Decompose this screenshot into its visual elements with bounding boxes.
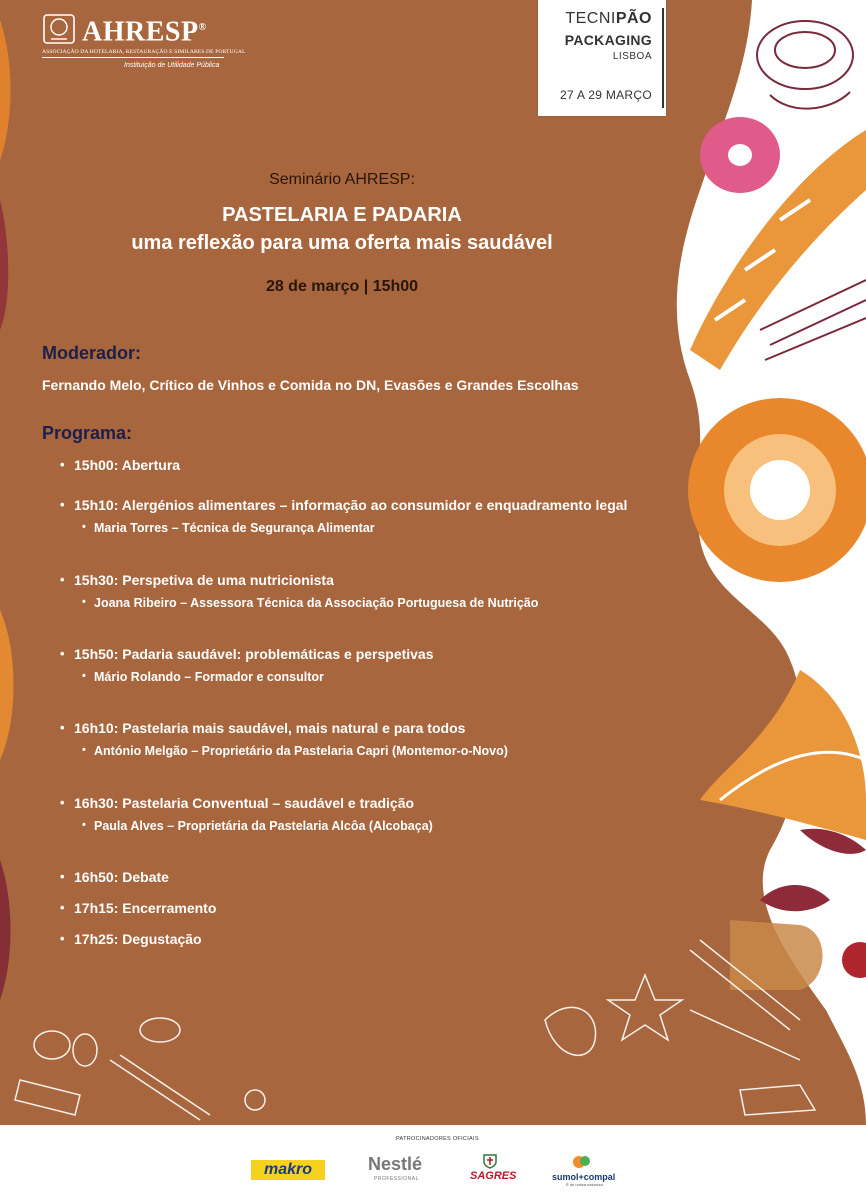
- badge-dates: 27 A 29 MARÇO: [560, 88, 652, 102]
- moderator-text: Fernando Melo, Crítico de Vinhos e Comida no DN, Evasões e Grandes Escolhas: [42, 377, 579, 393]
- sumol-compal-fruit-icon: [572, 1153, 592, 1171]
- sumol-compal-logo: sumol+compal: [552, 1172, 616, 1182]
- seminar-title: PASTELARIA E PADARIA: [222, 204, 462, 226]
- moderator-heading: Moderador:: [42, 343, 141, 363]
- seminar-label: Seminário AHRESP:: [269, 171, 415, 188]
- ahresp-logo-text: AHRESP®: [82, 16, 207, 48]
- ahresp-logo-subtitle: ASSOCIAÇÃO DA HOTELARIA, RESTAURAÇÃO E SIMILARES DE PORTUGAL: [42, 49, 246, 55]
- badge-city: LISBOA: [612, 51, 652, 62]
- sumol-compal-tagline: É de nossa natureza.: [566, 1182, 604, 1187]
- program-heading: Programa:: [42, 423, 133, 443]
- sagres-shield-icon: [482, 1153, 498, 1169]
- makro-logo: makro: [251, 1160, 325, 1180]
- badge-title: TECNIPÃO: [565, 10, 652, 27]
- sponsors-label: PATROCINADORES OFICIAIS: [396, 1136, 479, 1142]
- badge-divider: [662, 8, 664, 108]
- ahresp-logo-tagline: Instituição de Utilidade Pública: [124, 62, 220, 69]
- badge-subtitle: PACKAGING: [564, 32, 652, 48]
- nestle-logo: Nestlé: [368, 1154, 423, 1174]
- seminar-date: 28 de março | 15h00: [265, 278, 419, 295]
- tecnipao-badge: [538, 0, 666, 116]
- sagres-logo: SAGRES: [470, 1170, 517, 1182]
- ahresp-emblem-icon: [42, 12, 76, 46]
- seminar-subtitle: uma reflexão para uma oferta mais saudável: [131, 232, 553, 254]
- nestle-logo-subtitle: PROFESSIONAL: [374, 1176, 419, 1182]
- logo-divider: [42, 57, 224, 58]
